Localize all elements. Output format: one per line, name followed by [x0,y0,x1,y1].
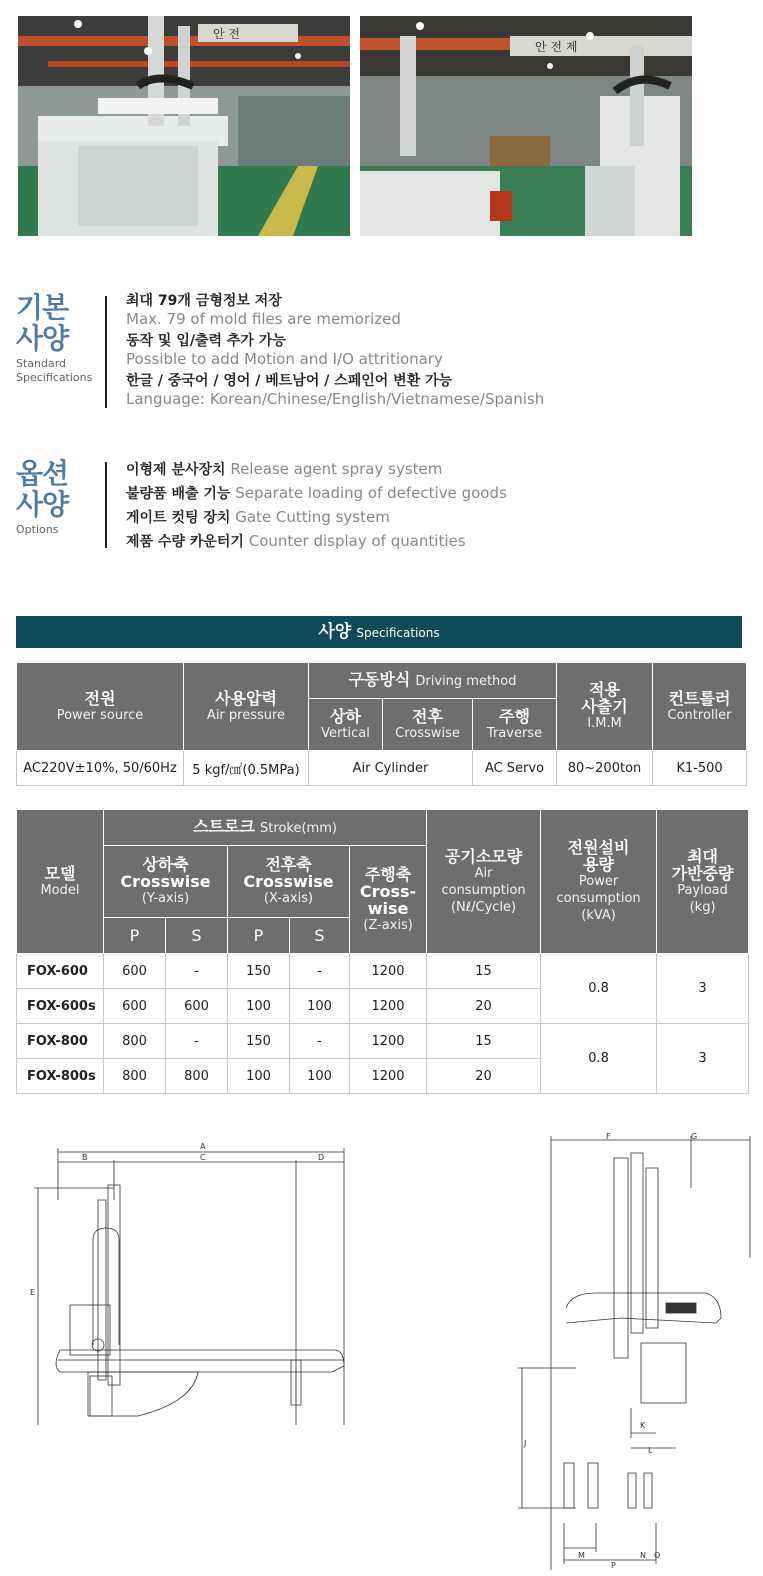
cell-y-s: 600 [166,989,228,1024]
list-item [126,482,507,506]
header-power-ko-2: 용량 [583,855,615,874]
header-z-axis [350,846,427,954]
cell-y-s: - [166,1024,228,1059]
standard-title-en-1: Standard [16,357,67,370]
options-section [0,458,763,553]
dim-label-j: J [524,1439,527,1448]
standard-title-en [16,357,92,385]
dim-label-b: B [82,1153,88,1162]
list-item [126,530,507,554]
header-traverse-ko: 주행 [499,706,530,726]
header-air-ko: 공기소모량 [444,846,523,866]
standard-item-en: Possible to add Motion and I/O attritionary [126,350,443,368]
header-payload-en-1: Payload [677,882,728,898]
header-x-en-1: Crosswise [243,872,334,891]
dim-label-f: F [606,1132,611,1141]
header-vertical-en: Vertical [321,725,370,741]
header-z-ko: 주행축 [364,864,412,884]
cell-air: 15 [427,1024,541,1059]
dim-label-c: C [200,1153,206,1162]
header-x-s: S [290,918,350,954]
cell-y-s: 800 [166,1059,228,1094]
cell-imm: 80~200ton [557,751,653,786]
cell-x-s: 100 [290,1059,350,1094]
standard-specs-heading [16,292,92,385]
standard-item-en: Language: Korean/Chinese/English/Vietnamese/Spanish [126,390,545,408]
factory-photo-2 [360,16,692,236]
cell-driving: Air Cylinder [309,751,473,786]
cell-y-p: 600 [104,954,166,989]
header-x-ko: 전후축 [265,855,312,874]
header-power-ko-1: 전원설비 [567,838,630,857]
header-z-en-1: Cross- [359,881,417,901]
header-y-axis [104,846,228,918]
header-y-s: S [166,918,228,954]
header-power-consumption [541,810,657,954]
header-air-en-3: (Nℓ/Cycle) [450,899,517,915]
header-imm-ko-1: 적용 [589,680,620,699]
header-traverse-en: Traverse [486,725,543,741]
option-item-en: Separate loading of defective goods [235,484,507,502]
header-stroke [104,810,427,846]
header-traverse [473,699,557,751]
header-z-en-3: (Z-axis) [363,917,413,933]
option-item-ko: 제품 수량 카운터기 [126,534,244,550]
cell-payload: 3 [657,954,749,1024]
header-crosswise-en: Crosswise [395,725,460,741]
cell-x-s: - [290,1024,350,1059]
header-z-en-2: wise [367,898,409,918]
cell-z: 1200 [350,1024,427,1059]
options-title-ko-1: 옵션 [16,457,69,490]
standard-title-en-2: Specifications [16,371,93,384]
list-item [126,292,544,328]
cell-air: 15 [427,954,541,989]
cell-air: 20 [427,1059,541,1094]
cell-model: FOX-600s [17,989,104,1024]
options-title-ko-2: 사양 [16,488,69,521]
dim-label-p: P [611,1561,616,1570]
header-air-consumption [427,810,541,954]
cell-controller: K1-500 [653,751,747,786]
header-air-pressure [184,663,309,751]
cell-x-p: 100 [228,989,290,1024]
dim-label-n: N [640,1551,646,1560]
standard-item-ko: 동작 및 입/출력 추가 가능 [126,333,286,349]
cell-x-p: 100 [228,1059,290,1094]
header-payload-ko-2: 가반중량 [671,863,734,883]
dim-label-e: E [30,1288,36,1297]
header-vertical-ko: 상하 [330,706,361,726]
table-row [17,751,747,786]
header-x-axis [228,846,350,918]
header-power-en-1: Power [578,874,619,889]
factory-photo-1 [18,16,350,236]
front-view-drawing [28,1140,358,1425]
cell-y-p: 600 [104,989,166,1024]
cell-x-s: 100 [290,989,350,1024]
list-item [126,506,507,530]
header-x-p: P [228,918,290,954]
cell-y-p: 800 [104,1024,166,1059]
option-item-ko: 게이트 컷팅 장치 [126,510,231,526]
header-crosswise [383,699,473,751]
cell-x-p: 150 [228,954,290,989]
list-item [126,372,544,408]
cell-payload: 3 [657,1024,749,1094]
standard-item-ko: 한글 / 중국어 / 영어 / 베트남어 / 스페인어 변환 가능 [126,373,453,389]
standard-specs-section [0,292,763,412]
header-payload-en-2: (kg) [689,899,716,915]
header-power-ko: 전원 [84,688,116,708]
spec-title-ko: 사양 [318,622,352,642]
header-model-ko: 모델 [44,863,76,883]
cell-x-p: 150 [228,1024,290,1059]
header-power-en: Power source [56,707,144,723]
header-controller-ko: 컨트롤러 [668,688,731,708]
header-air-en-2: consumption [441,882,526,898]
list-item [126,458,507,482]
header-x-en-2: (X-axis) [263,891,314,906]
dim-label-o: O [654,1551,661,1560]
dim-label-a: A [200,1142,206,1151]
cell-model: FOX-800s [17,1059,104,1094]
cell-air: 20 [427,989,541,1024]
options-heading [16,458,68,537]
dim-label-k: K [640,1421,646,1430]
cell-y-p: 800 [104,1059,166,1094]
list-item [126,332,544,368]
header-y-en-1: Crosswise [120,872,211,891]
options-title-en: Options [16,523,59,536]
header-model-en: Model [40,882,80,898]
header-payload-ko-1: 최대 [687,846,719,866]
header-model [17,810,104,954]
header-y-en-2: (Y-axis) [141,891,190,906]
cell-z: 1200 [350,1059,427,1094]
header-imm-en: I.M.M [587,716,622,731]
cell-air: 5 kgf/㎠(0.5MPa) [184,751,309,786]
photo-2-sign: 안 전 제 [535,40,578,54]
header-y-p: P [104,918,166,954]
dim-label-l: L [648,1446,653,1455]
options-divider [105,462,107,548]
standard-title-ko-1: 기본 [16,291,69,324]
standard-item-ko: 최대 79개 금형정보 저장 [126,293,282,309]
standard-divider [105,296,107,408]
options-list [126,458,507,554]
header-controller [653,663,747,751]
header-driving-ko: 구동방식 [348,670,411,689]
cell-y-s: - [166,954,228,989]
header-driving-method [309,663,557,699]
spec-title-en: Specifications [356,626,440,640]
header-crosswise-ko: 전후 [412,706,443,726]
option-item-en: Counter display of quantities [248,532,466,550]
header-air-en-1: Air [474,865,493,881]
header-y-ko: 상하축 [142,855,189,874]
cell-model: FOX-800 [17,1024,104,1059]
header-payload [657,810,749,954]
cell-power: AC220V±10%, 50/60Hz [17,751,184,786]
option-item-ko: 불량품 배출 기능 [126,486,231,502]
standard-list [126,292,544,412]
option-item-ko: 이형제 분사장치 [126,462,226,478]
option-item-en: Release agent spray system [230,460,443,478]
dim-label-g: G [691,1132,698,1141]
header-power-en-2: consumption [556,891,641,906]
spec-table-models [16,809,749,1094]
cell-z: 1200 [350,989,427,1024]
cell-z: 1200 [350,954,427,989]
table-row [17,954,749,989]
header-air-en: Air pressure [206,707,286,723]
photo-1-sign: 안 전 [213,27,240,41]
header-vertical [309,699,383,751]
cell-traverse: AC Servo [473,751,557,786]
header-imm-ko-2: 사출기 [581,697,628,716]
header-controller-en: Controller [667,707,732,723]
header-air-ko: 사용압력 [215,688,277,708]
header-power-en-3: (kVA) [581,908,616,923]
cell-power: 0.8 [541,1024,657,1094]
cell-model: FOX-600 [17,954,104,989]
header-stroke-en: Stroke(mm) [260,821,337,836]
standard-item-en: Max. 79 of mold files are memorized [126,310,401,328]
option-item-en: Gate Cutting system [235,508,390,526]
standard-title-ko-2: 사양 [16,322,69,355]
header-stroke-ko: 스트로크 [193,817,255,836]
table-row [17,1024,749,1059]
side-view-drawing [516,1128,752,1570]
spec-table-general [16,662,747,786]
header-imm [557,663,653,751]
specifications-title-bar [16,616,742,648]
dim-label-m: M [578,1551,585,1560]
cell-x-s: - [290,954,350,989]
header-power [17,663,184,751]
cell-power: 0.8 [541,954,657,1024]
dim-label-d: D [318,1153,325,1162]
header-driving-en: Driving method [415,674,517,689]
